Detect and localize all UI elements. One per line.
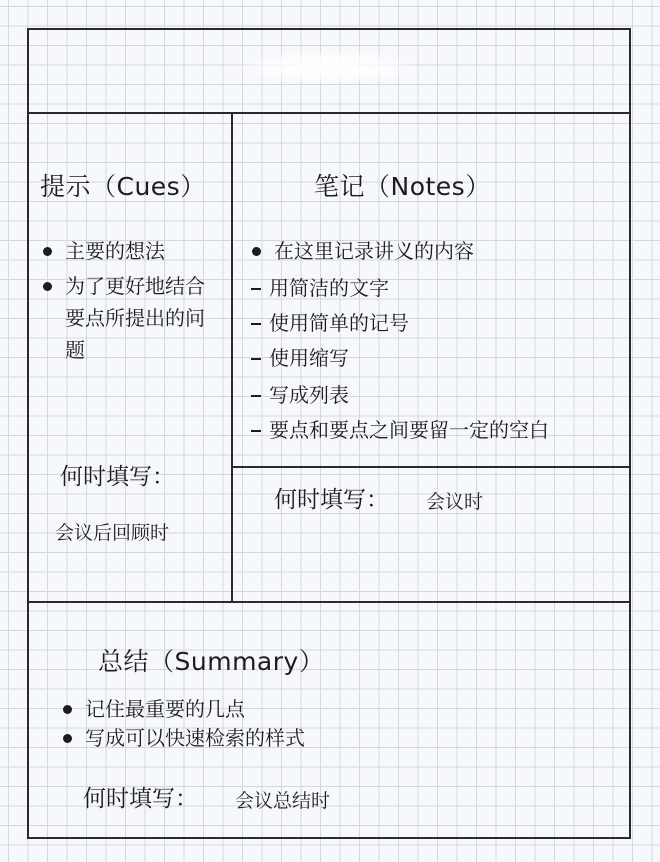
cues-notes-divider	[231, 112, 233, 602]
title-divider	[27, 112, 631, 114]
summary-when-label: 何时填写：	[83, 786, 198, 812]
notes-heading: 笔记（Notes）	[314, 172, 491, 201]
cues-when-value: 会议后回顾时	[55, 522, 170, 544]
notes-dash-item	[251, 307, 409, 339]
cues-bullet-1	[43, 235, 165, 267]
dash-icon	[251, 395, 261, 397]
notes-dash-text: 用简洁的文字	[269, 276, 389, 300]
notes-dash-item	[251, 379, 349, 411]
dash-icon	[251, 430, 261, 432]
notes-dash-text: 使用简单的记号	[269, 311, 409, 335]
notes-when-value: 会议时	[426, 491, 484, 513]
bullet-dot-icon	[252, 247, 261, 256]
bullet-dot-icon	[43, 247, 52, 256]
summary-divider	[27, 601, 631, 603]
dash-icon	[251, 323, 261, 325]
notes-bullet	[252, 235, 474, 267]
cues-bullet-text: 主要的想法	[65, 239, 165, 263]
summary-bullet-1	[63, 693, 245, 725]
summary-heading: 总结（Summary）	[98, 647, 325, 676]
summary-bullet-text: 写成可以快速检索的样式	[85, 726, 305, 750]
cues-heading: 提示（Cues）	[40, 172, 206, 201]
notes-bullet-text: 在这里记录讲义的内容	[274, 239, 474, 263]
summary-bullet-2	[63, 722, 305, 754]
summary-bullet-text: 记住最重要的几点	[85, 697, 245, 721]
cues-bullet-2	[43, 270, 205, 366]
bullet-dot-icon	[43, 282, 52, 291]
title-area	[238, 50, 418, 84]
notes-dash-text: 使用缩写	[269, 346, 349, 370]
summary-when-value: 会议总结时	[235, 790, 331, 812]
bullet-dot-icon	[63, 705, 72, 714]
notes-when-label: 何时填写：	[274, 487, 389, 513]
notes-dash-text: 写成列表	[269, 383, 349, 407]
cues-bullet-text: 为了更好地结合要点所提出的问题	[65, 274, 205, 362]
dash-icon	[251, 358, 261, 360]
notes-dash-item	[251, 272, 389, 304]
notes-dash-item	[251, 342, 349, 374]
bullet-dot-icon	[63, 734, 72, 743]
cues-when-label: 何时填写：	[60, 464, 175, 490]
dash-icon	[251, 288, 261, 290]
notes-dash-item	[251, 414, 549, 446]
notes-dash-text: 要点和要点之间要留一定的空白	[269, 418, 549, 442]
notes-when-divider	[231, 466, 631, 468]
